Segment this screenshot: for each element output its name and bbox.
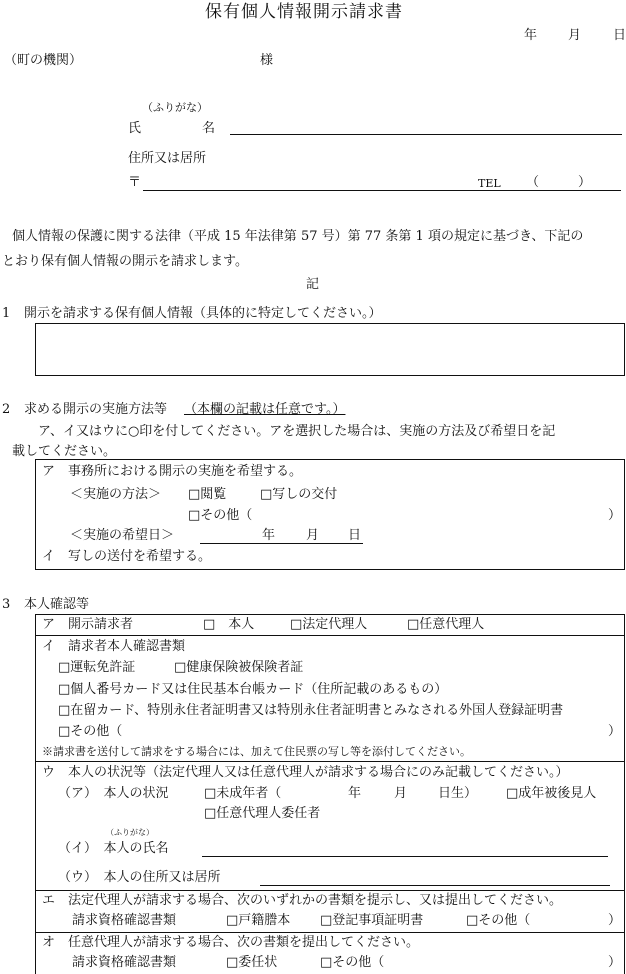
checkbox-view[interactable]: □閲覧 [188, 487, 227, 502]
checkbox-self[interactable]: □ 本人 [203, 617, 255, 632]
tel-paren: （ ） [526, 175, 592, 190]
checkbox-registry-certificate[interactable]: □登記事項証明書 [320, 913, 424, 928]
requester-type-label: ア 開示請求者 [42, 617, 134, 632]
checkbox-other[interactable]: □その他（ [188, 508, 253, 523]
person-status-sub-a: （ア） 本人の状況 [58, 786, 169, 801]
checkbox-residence-card[interactable]: □在留カード、特別永住者証明書又は特別永住者証明書とみなされる外国人登録証明書 [58, 703, 564, 718]
id-docs-label: イ 請求者本人確認書類 [42, 639, 186, 654]
intro-line-2: とおり保有個人情報の開示を請求します。 [2, 254, 248, 269]
legal-rep-doc-label: 請求資格確認書類 [72, 913, 177, 928]
divider [35, 761, 625, 762]
name-label-1: 氏 [128, 121, 142, 136]
voluntary-rep-doc-label: 請求資格確認書類 [72, 955, 177, 970]
hope-year: 年 [262, 528, 276, 543]
person-furigana-label: （ふりがな） [106, 828, 154, 837]
checkbox-legal-rep[interactable]: □法定代理人 [290, 617, 368, 632]
checkbox-legal-other[interactable]: □その他（ [466, 913, 531, 928]
name-label-2: 名 [202, 121, 216, 136]
minor-birth-month: 月 [394, 786, 408, 801]
hope-date-field[interactable] [200, 543, 363, 544]
voluntary-rep-note: オ 任意代理人が請求する場合、次の書類を提出してください。 [42, 935, 420, 950]
voluntary-other-close-paren: ） [608, 955, 622, 970]
hope-day: 日 [348, 528, 362, 543]
divider [35, 932, 625, 933]
checkbox-family-register[interactable]: □戸籍謄本 [226, 913, 291, 928]
ki-label: 記 [306, 277, 320, 292]
section1-num: 1 [2, 306, 11, 321]
checkbox-my-number-card[interactable]: □個人番号カード又は住民基本台帳カード（住所記載のあるもの） [58, 682, 448, 697]
divider [35, 635, 625, 636]
section2-note-1: ア、イ又はウに○印を付してください。アを選択した場合は、実施の方法及び希望日を記 [38, 424, 556, 439]
checkbox-health-insurance[interactable]: □健康保険被保険者証 [174, 660, 304, 675]
checkbox-driver-license[interactable]: □運転免許証 [58, 660, 136, 675]
minor-birth-year: 年 [348, 786, 362, 801]
checkbox-adult-ward[interactable]: □成年被後見人 [506, 786, 597, 801]
tel-label: TEL [478, 177, 501, 190]
section2-label: 求める開示の実施方法等 [24, 402, 168, 417]
other-close-paren: ） [608, 508, 622, 523]
checkbox-copy[interactable]: □写しの交付 [260, 487, 338, 502]
checkbox-minor[interactable]: □未成年者（ [204, 786, 282, 801]
id-docs-note: ※請求書を送付して請求をする場合には、加えて住民票の写し等を添付してください。 [42, 745, 471, 758]
address-label: 住所又は居所 [128, 151, 207, 166]
section2-num: 2 [2, 402, 11, 417]
person-address-label: （ウ） 本人の住所又は居所 [58, 870, 221, 885]
person-name-label: （イ） 本人の氏名 [58, 841, 169, 856]
hope-date-label: ＜実施の希望日＞ [70, 528, 175, 543]
option-a-line[interactable]: ア 事務所における開示の実施を希望する。 [42, 464, 303, 479]
option-i-line[interactable]: イ 写しの送付を希望する。 [42, 549, 212, 564]
furigana-label: （ふりがな） [142, 101, 208, 114]
intro-line-1: 個人情報の保護に関する法律（平成 15 年法律第 57 号）第 77 条第 1 項の規定に基づき、下記の [12, 229, 584, 244]
divider [35, 890, 625, 891]
checkbox-voluntary-other[interactable]: □その他（ [320, 955, 385, 970]
legal-other-close-paren: ） [608, 913, 622, 928]
name-field[interactable] [230, 134, 622, 135]
sama-label: 様 [260, 53, 274, 68]
method-label: ＜実施の方法＞ [70, 487, 162, 502]
date-day-label: 日 [613, 28, 626, 43]
checkbox-id-other[interactable]: □その他（ [58, 724, 123, 739]
section2-optional-note: （本欄の記載は任意です。） [184, 402, 346, 417]
checkbox-voluntary-rep[interactable]: □任意代理人 [407, 617, 485, 632]
section1-label: 開示を請求する保有個人情報（具体的に特定してください。） [24, 306, 382, 321]
date-year-label: 年 [524, 28, 538, 43]
minor-birth-day: 日生） [438, 786, 478, 801]
postal-mark: 〒 [128, 175, 142, 190]
page-title: 保有個人情報開示請求書 [205, 2, 403, 22]
section3-num: 3 [2, 597, 11, 612]
section2-note-2: 載してください。 [12, 444, 117, 459]
id-other-close-paren: ） [608, 724, 622, 739]
hope-month: 月 [306, 528, 320, 543]
date-month-label: 月 [568, 28, 582, 43]
person-status-label: ウ 本人の状況等（法定代理人又は任意代理人が請求する場合にのみ記載してください。） [42, 765, 569, 780]
checkbox-proxy-principal[interactable]: □任意代理人委任者 [204, 806, 321, 821]
legal-rep-note: エ 法定代理人が請求する場合、次のいずれかの書類を提示し、又は提出してください。 [42, 893, 563, 908]
checkbox-power-of-attorney[interactable]: □委任状 [226, 955, 278, 970]
person-name-field[interactable] [202, 856, 608, 857]
person-address-field[interactable] [260, 885, 610, 886]
section3-label: 本人確認等 [24, 597, 90, 612]
addressee-label: （町の機関） [4, 53, 83, 68]
section1-input-box[interactable] [35, 323, 625, 376]
